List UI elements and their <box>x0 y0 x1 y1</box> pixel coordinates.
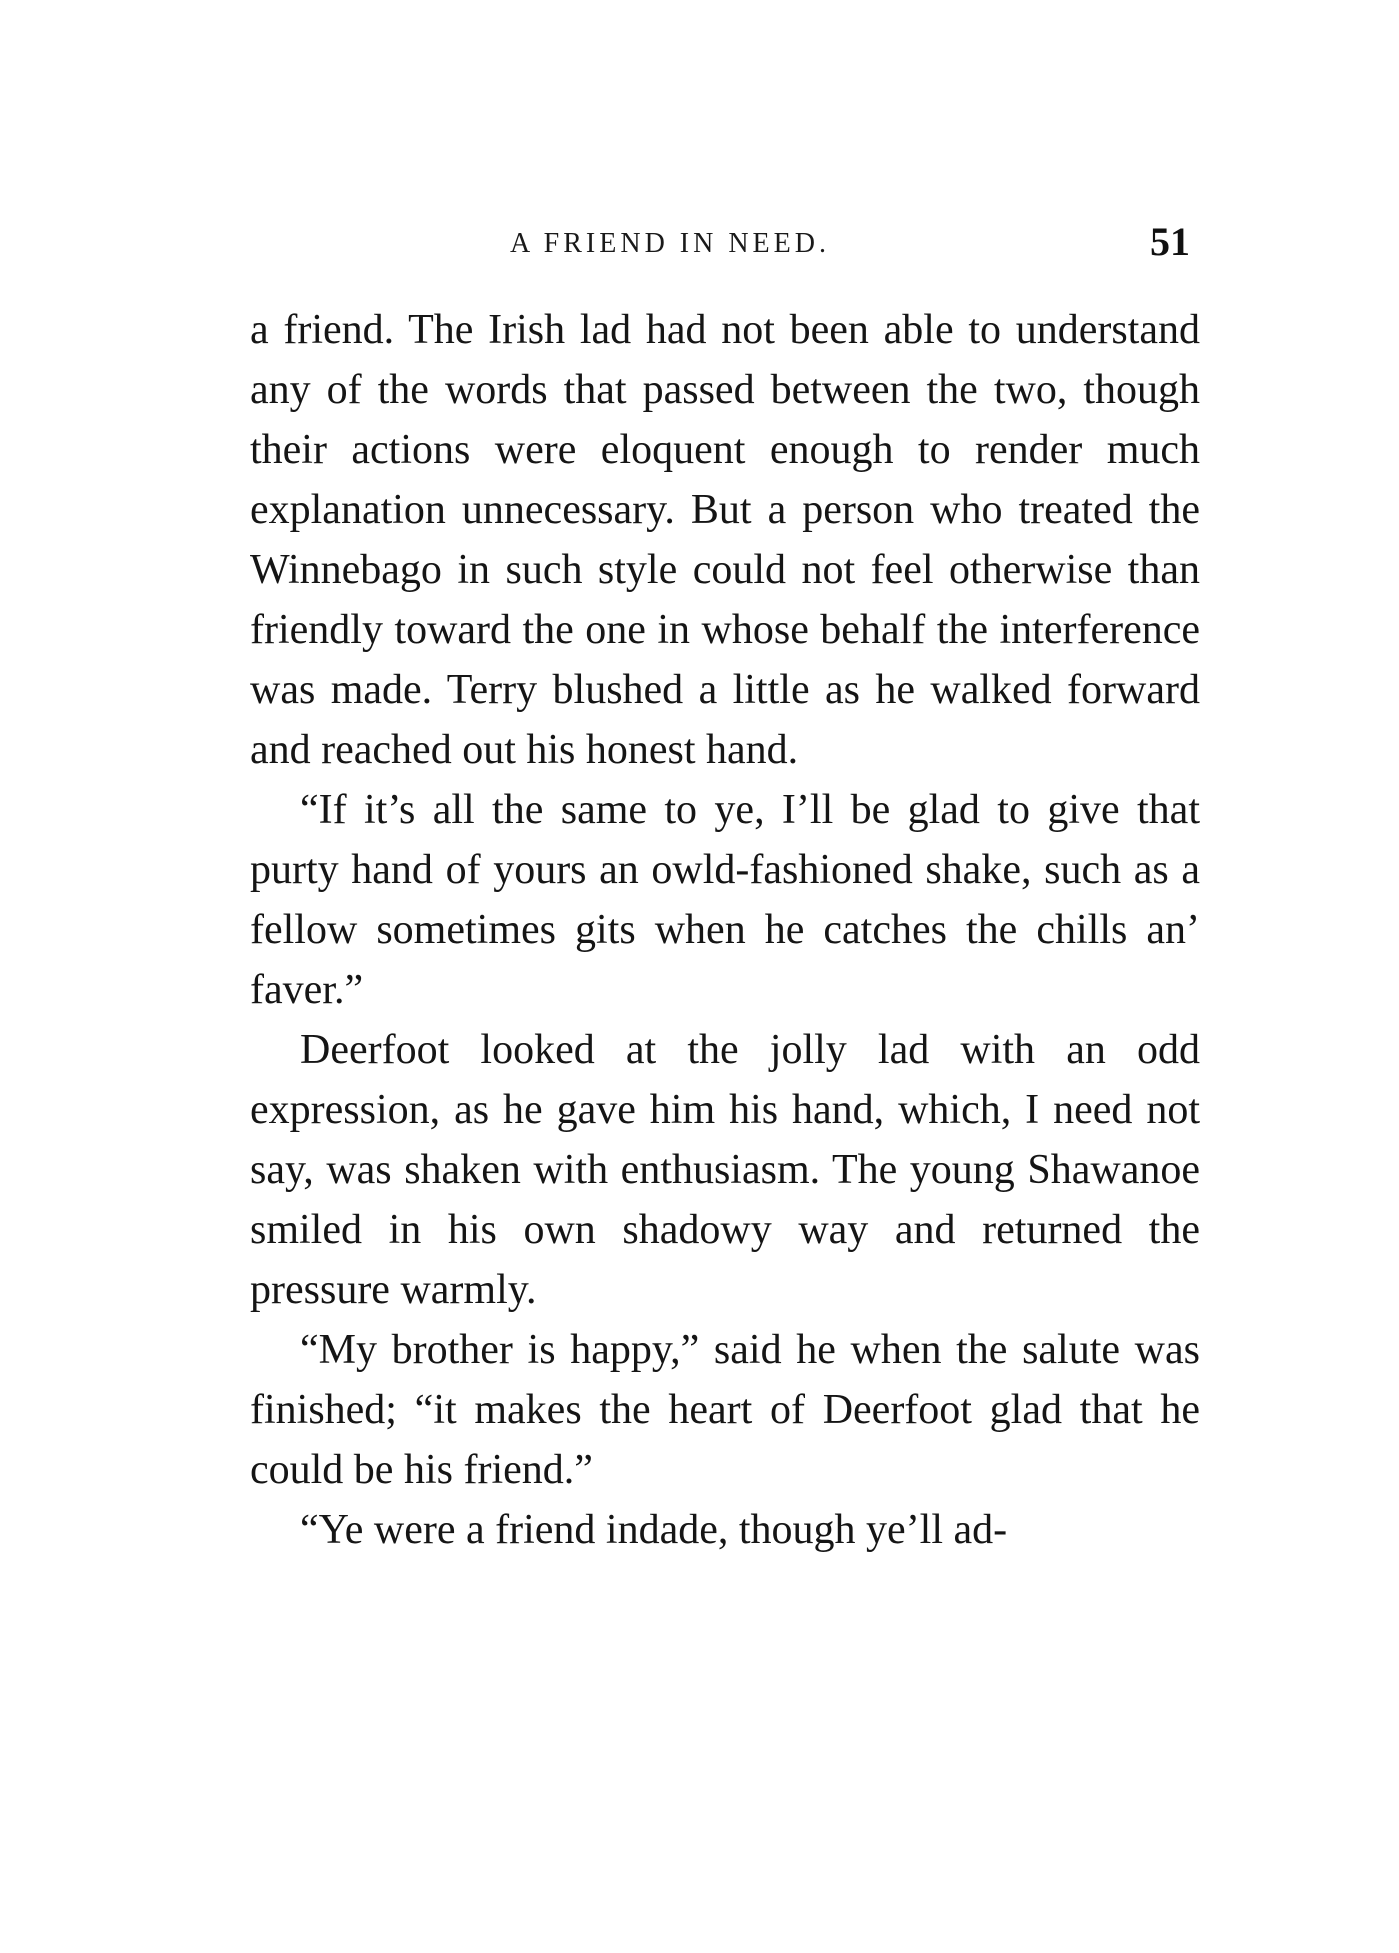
page-number: 51 <box>1150 219 1190 264</box>
paragraph-2: “If it’s all the same to ye, I’ll be glad to give that purty hand of yours an owld-fashioned shake, such as a fellow sometimes gits when he catches the chills an’ faver.” <box>250 787 1200 1013</box>
body-text <box>250 300 1200 1560</box>
paragraph-5: “Ye were a friend indade, though ye’ll ad- <box>300 1507 1008 1553</box>
chapter-title: A FRIEND IN NEED. <box>510 228 830 259</box>
paragraph-4: “My brother is happy,” said he when the salute was finished; “it makes the heart of Deerfoot glad that he could be his friend.” <box>250 1327 1200 1493</box>
paragraph-3: Deerfoot looked at the jolly lad with an odd expression, as he gave him his hand, which, I need not say, was shaken with enthusiasm. The young Shawanoe smiled in his own shadowy way and returned the pressure warmly. <box>250 1027 1200 1313</box>
running-header <box>250 218 1200 278</box>
paragraph-1: a friend. The Irish lad had not been able to understand any of the words that passed between the two, though their actions were eloquent enough to render much explanation unnecessary. But a person who treated the Winnebago in such style could not feel otherwise than friendly toward the one in whose behalf the interference was made. Terry blushed a little as he walked forward and reached out his honest hand. <box>250 307 1200 773</box>
